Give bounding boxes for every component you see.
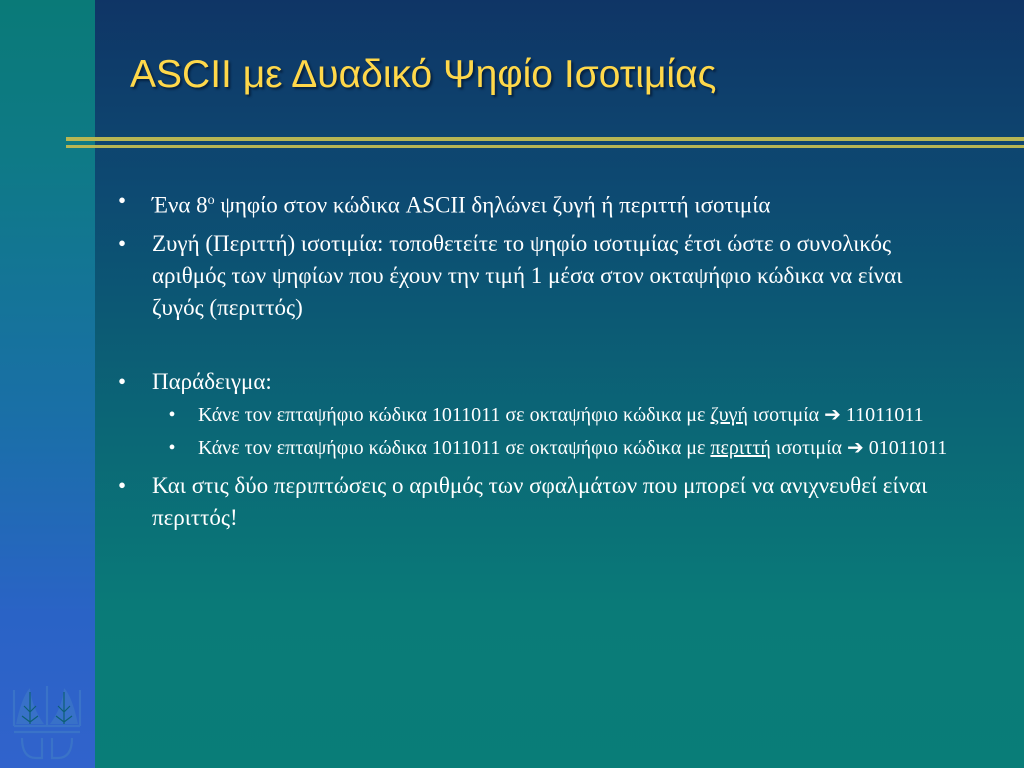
bullet-marker: • bbox=[117, 368, 127, 394]
bullet-text: Παράδειγμα: bbox=[152, 368, 272, 394]
sub-bullet-text: Κάνε τον επταψήφιο κώδικα 1011011 σε οκταψήφιο κώδικα με bbox=[198, 403, 711, 426]
slide-title: ASCII με Δυαδικό Ψηφίο Ισοτιμίας bbox=[130, 53, 717, 96]
bullet-text-end: ψηφίο στον κώδικα ASCII δηλώνει ζυγή ή περιττή ισοτιμία bbox=[214, 192, 771, 218]
parity-type-odd: περιττή bbox=[710, 436, 771, 459]
university-of-cyprus-logo-icon bbox=[8, 682, 86, 762]
bullet-text-start: Ένα 8 bbox=[152, 192, 208, 218]
sub-bullet-text: Κάνε τον επταψήφιο κώδικα 1011011 σε οκταψήφιο κώδικα με bbox=[198, 436, 711, 459]
bullet-text: Ζυγή (Περιττή) ισοτιμία: τοποθετείτε το ψηφίο ισοτιμίας έτσι ώστε ο συνολικός αριθμός των ψηφίων που έχουν την τιμή 1 μέσα στον οκταψήφιο κώδικα να είναι ζυγός (περιττός) bbox=[152, 230, 903, 320]
slide-content bbox=[112, 185, 952, 540]
bullet-superscript: ο bbox=[207, 193, 215, 208]
sub-bullet-marker: • bbox=[168, 436, 176, 459]
title-divider-line-secondary bbox=[66, 145, 1024, 148]
title-divider-line bbox=[66, 137, 1024, 141]
bullet-marker: • bbox=[117, 230, 127, 256]
sub-bullet-marker: • bbox=[168, 403, 176, 426]
left-sidebar-band bbox=[0, 0, 95, 768]
parity-result: 01011011 bbox=[863, 436, 948, 459]
spacer bbox=[112, 330, 952, 366]
bullet-marker: • bbox=[117, 188, 127, 213]
parity-result: 11011011 bbox=[840, 403, 924, 426]
parity-type-even: ζυγή bbox=[710, 403, 748, 426]
sub-bullet-text-mid: ισοτιμία bbox=[770, 436, 847, 459]
bullet-text: Και στις δύο περιπτώσεις ο αριθμός των σφαλμάτων που μπορεί να ανιχνευθεί είναι περιττός! bbox=[152, 472, 928, 530]
bullet-marker: • bbox=[117, 472, 127, 498]
sub-bullet-item bbox=[112, 433, 952, 464]
arrow-right-icon: ➔ bbox=[824, 403, 841, 426]
bullet-item bbox=[112, 228, 952, 324]
bullet-item bbox=[112, 470, 952, 534]
bullet-item bbox=[112, 185, 952, 222]
sub-bullet-item bbox=[112, 400, 952, 431]
bullet-item bbox=[112, 366, 952, 398]
sub-bullet-text-mid: ισοτιμία bbox=[747, 403, 825, 426]
arrow-right-icon: ➔ bbox=[847, 436, 864, 459]
